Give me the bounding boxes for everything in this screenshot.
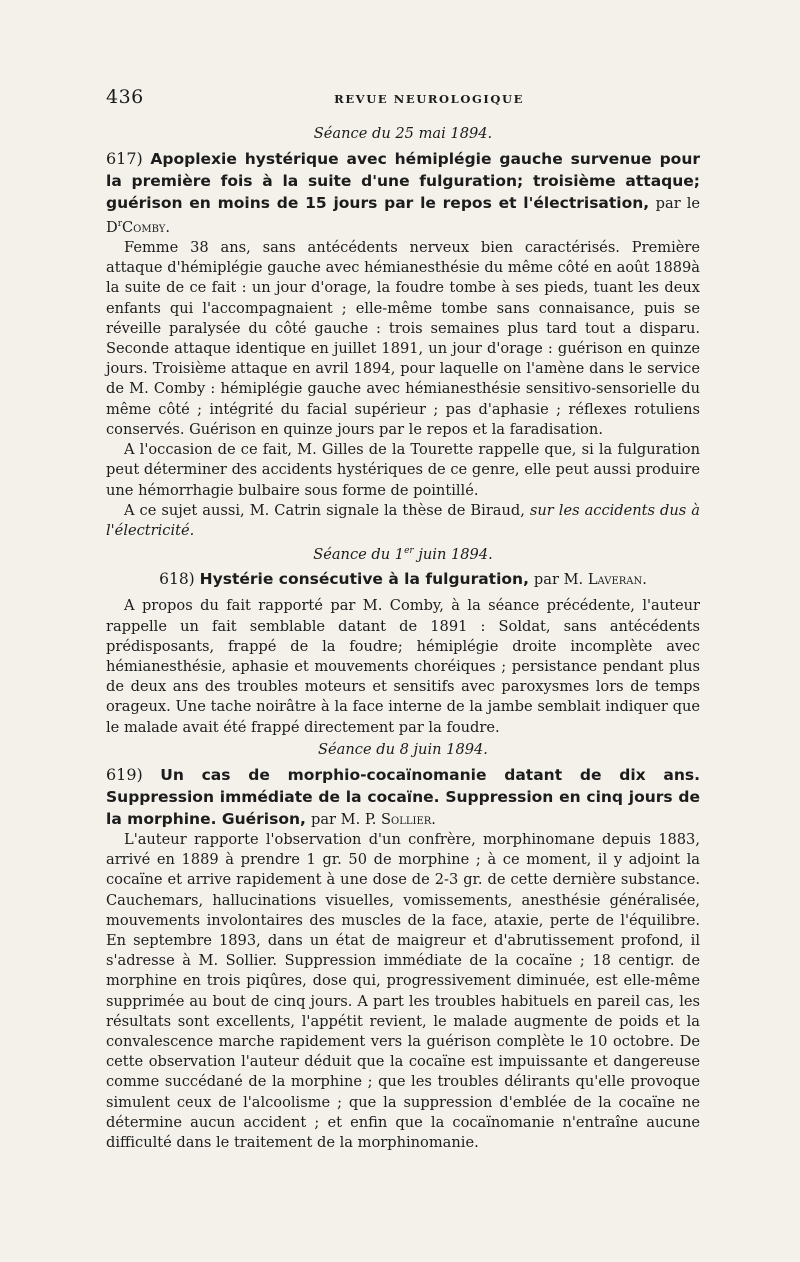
- article-heading: [106, 148, 700, 238]
- seance-date: Séance du 8 juin 1894.: [318, 740, 488, 758]
- article-body: [106, 124, 700, 1153]
- seance-date: [106, 541, 700, 565]
- running-header: [106, 86, 700, 108]
- paragraph: L'auteur rapporte l'observation d'un confrère, morphinomane depuis 1883, arrivé en 1889 à prendre 1 gr. 50 de morphine ; à ce moment, il y adjoint la cocaïne et arrive rapidement à une dose de 2-3 gr. de cette dernière substance. Cauchemars, hallucinations visuelles, vomissements, anesthésie généralisée, mouvements involontaires des muscles de la face, ataxie, perte de l'équilibre. En septembre 1893, dans un état de maigreur et d'abrutissement profond, il s'adresse à M. Sollier. Suppression immédiate de la cocaïne ; 18 centigr. de morphine en trois piqûres, dose qui, progressivement diminuée, est elle-même supprimée au bout de cinq jours. A part les troubles habituels en pareil cas, les résultats sont excellents, l'appétit revient, le malade augmente de poids et la convalescence marche rapidement vers la guérison complète le 10 octobre. De cette observation l'auteur déduit que la cocaïne est impuissante et dangereuse comme succédané de la morphine ; que les troubles délirants qu'elle provoque simulent ceux de l'alcoolisme ; que la suppression d'emblée de la cocaïne ne détermine aucun accident ; et enfin que la cocaïnomanie n'entraîne aucune difficulté dans le traitement de la morphinomanie.: [106, 831, 700, 1152]
- byline-author: Comby.: [122, 219, 171, 237]
- article-title: Hystérie consécutive à la fulguration,: [199, 570, 529, 589]
- byline-prefix: par le D: [106, 195, 700, 237]
- article-heading: [106, 764, 700, 830]
- article-number: 619): [106, 765, 143, 784]
- article-byline: [534, 571, 647, 588]
- paragraph-italic: sur les accidents dus à l'électricité.: [106, 501, 701, 539]
- byline-prefix: par M.: [533, 571, 588, 589]
- paragraph: [106, 501, 700, 541]
- seance-sup: er: [404, 546, 414, 557]
- article-byline: [311, 811, 436, 828]
- byline-author: Laveran.: [587, 571, 647, 589]
- paragraph-text: A ce sujet aussi, M. Catrin signale la thèse de Biraud,: [124, 501, 530, 519]
- article-number: 617): [106, 149, 143, 169]
- paragraph: Femme 38 ans, sans antécédents nerveux bien caractérisés. Première attaque d'hémiplégie gauche avec hémianesthésie du même côté en août 1889à la suite de ce fait : un jour d'orage, la foudre tombe à ses pieds, tuant les deux enfants qui l'accompagnaient ; elle-même tombe sans connaisance, puis se réveille paralysée du côté gauche : trois semaines plus tard tout a disparu. Seconde attaque identique en juillet 1891, un jour d'orage : guérison en quinze jours. Troisième attaque en avril 1894, pour laquelle on l'amène dans le service de M. Comby : hémiplégie gauche avec hémianesthésie sensitivo-sensorielle du même côté ; intégrité du facial supérieur ; pas d'aphasie ; réflexes rotuliens conservés. Guérison en quinze jours par le repos et la faradisation.: [106, 239, 700, 438]
- article-number: 618): [159, 570, 195, 589]
- paragraph: A l'occasion de ce fait, M. Gilles de la Tourette rappelle que, si la fulguration peut déterminer des accidents hystériques de ce genre, elle peut aussi produire une hémorrhagie bulbaire sous forme de pointillé.: [106, 441, 700, 499]
- article-title: Un cas de morphio-cocaïnomanie datant de dix ans. Suppression immédiate de la cocaïne. Suppression en cinq jours de la morphine. Guérison,: [106, 766, 700, 828]
- page-number: 436: [106, 86, 144, 108]
- seance-date: Séance du 25 mai 1894.: [313, 125, 493, 142]
- seance-suffix: juin 1894.: [413, 545, 493, 563]
- paragraph: A propos du fait rapporté par M. Comby, à la séance précédente, l'auteur rappelle un fait semblable datant de 1891 : Soldat, sans antécédents prédisposants, frappé de la foudre; hémiplégie droite incomplète avec hémianesthésie, aphasie et mouvements choréiques ; persistance pendant plus de deux ans des troubles moteurs et sensitifs avec paroxysmes lors de temps orageux. Une tache noirâtre à la face interne de la jambe semblait indiquer que le malade avait été frappé directement par la foudre.: [106, 597, 700, 736]
- article-title: Apoplexie hystérique avec hémiplégie gauche survenue pour la première fois à la suite d'une fulguration; troisième attaque; guérison en moins de 15 jours par le repos et l'électrisation,: [106, 150, 700, 213]
- journal-title: REVUE NEUROLOGIQUE: [334, 92, 524, 106]
- article-heading: [106, 569, 700, 590]
- seance-prefix: Séance du 1: [313, 545, 405, 563]
- byline-sup: r: [117, 219, 123, 230]
- byline-prefix: par M. P.: [311, 811, 382, 828]
- byline-author: Sollier.: [381, 811, 436, 828]
